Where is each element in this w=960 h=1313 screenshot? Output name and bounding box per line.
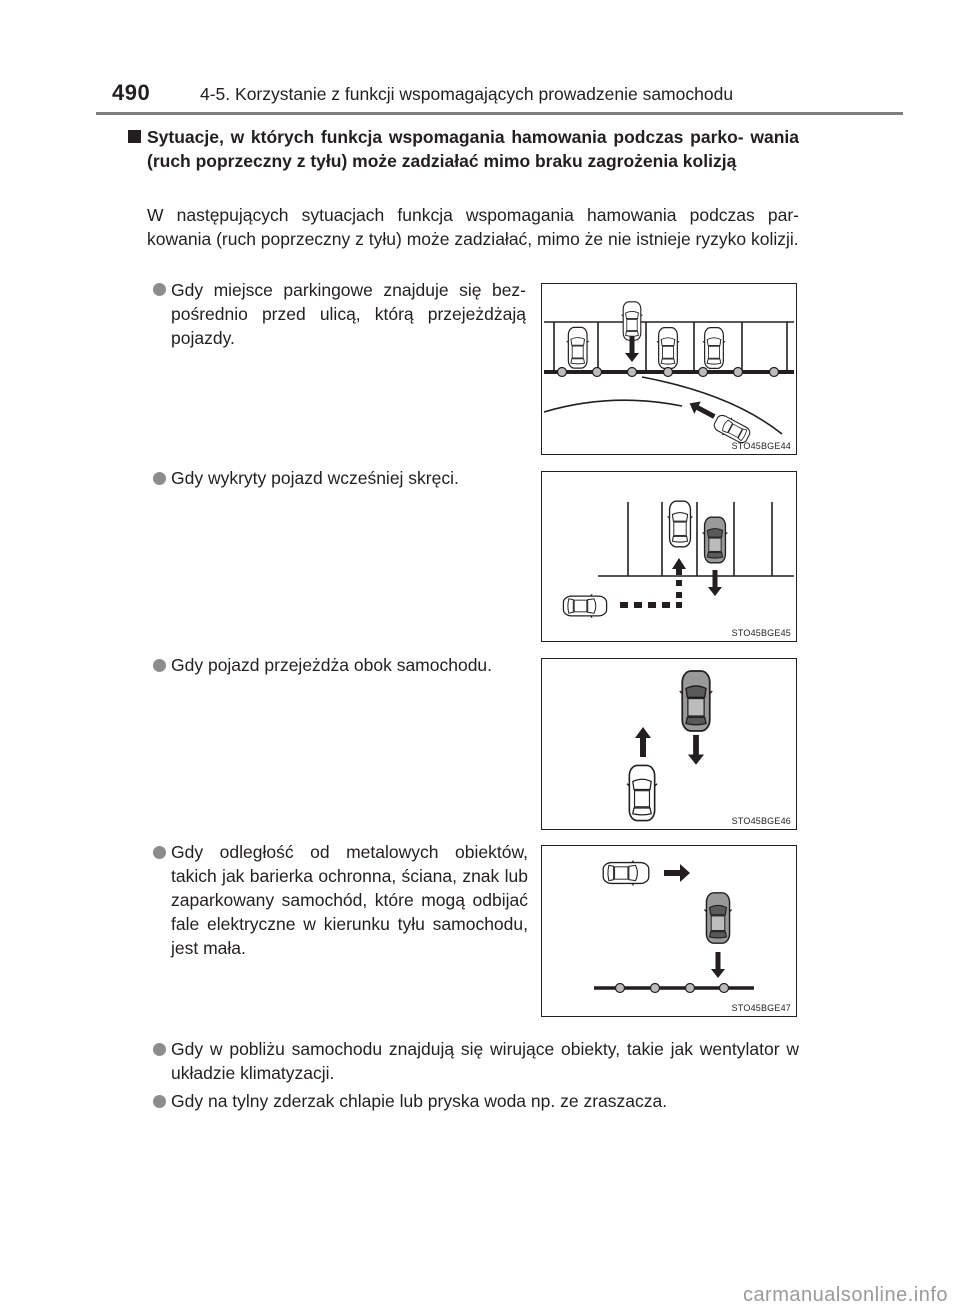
bullet-marker <box>153 1095 166 1108</box>
figure-code: STO45BGE47 <box>731 1003 791 1013</box>
figure-code: STO45BGE46 <box>731 816 791 826</box>
figure-vehicle-turning-early <box>541 471 797 642</box>
figure-code: STO45BGE44 <box>731 441 791 451</box>
bullet-text-2: Gdy wykryty pojazd wcześniej skręci. <box>171 468 459 488</box>
bullet-text-6: Gdy na tylny zderzak chlapie lub pryska woda np. ze zraszacza. <box>171 1091 668 1111</box>
page-number: 490 <box>112 80 151 105</box>
figure-code: STO45BGE45 <box>731 628 791 638</box>
watermark: carmanualsonline.info <box>742 1284 948 1306</box>
section-intro: W następujących sytuacjach funkcja wspomagania hamowania podczas par- kowania (ruch poprzeczny z tyłu) może zadziałać, mimo że nie istnieje ryzyko kolizji. <box>147 205 799 249</box>
bullet-text-1: Gdy miejsce parkingowe znajduje się bez- pośrednio przed ulicą, którą przejeżdżają pojazdy. <box>171 280 526 348</box>
figure-vehicle-passing-by <box>541 658 797 830</box>
figure-metal-objects-nearby <box>541 845 797 1017</box>
bullet-text-3: Gdy pojazd przejeżdża obok samochodu. <box>171 655 493 675</box>
header-divider <box>96 112 903 115</box>
bullet-marker <box>153 846 166 859</box>
bullet-marker <box>153 283 166 296</box>
page-header <box>0 0 960 112</box>
section-square-marker <box>128 130 141 143</box>
bullet-marker <box>153 472 166 485</box>
bullet-text-4: Gdy odległość od metalowych obiektów, takich jak barierka ochronna, ściana, znak lub zaparkowany samochód, które mogą odbijać fale elektryczne w kierunku tyłu samochodu, jest mała. <box>171 842 528 958</box>
section-heading: Sytuacje, w których funkcja wspomagania hamowania podczas parko- wania (ruch poprzeczny z tyłu) może zadziałać mimo braku zagrożenia kolizją <box>147 127 799 171</box>
chapter-title: 4-5. Korzystanie z funkcji wspomagających prowadzenie samochodu <box>200 84 734 104</box>
bullet-marker <box>153 1043 166 1056</box>
bullet-text-5: Gdy w pobliżu samochodu znajdują się wirujące obiekty, takie jak wentylator w układzie klimatyzacji. <box>171 1039 799 1083</box>
bullet-marker <box>153 659 166 672</box>
figure-parking-near-street <box>541 283 797 455</box>
